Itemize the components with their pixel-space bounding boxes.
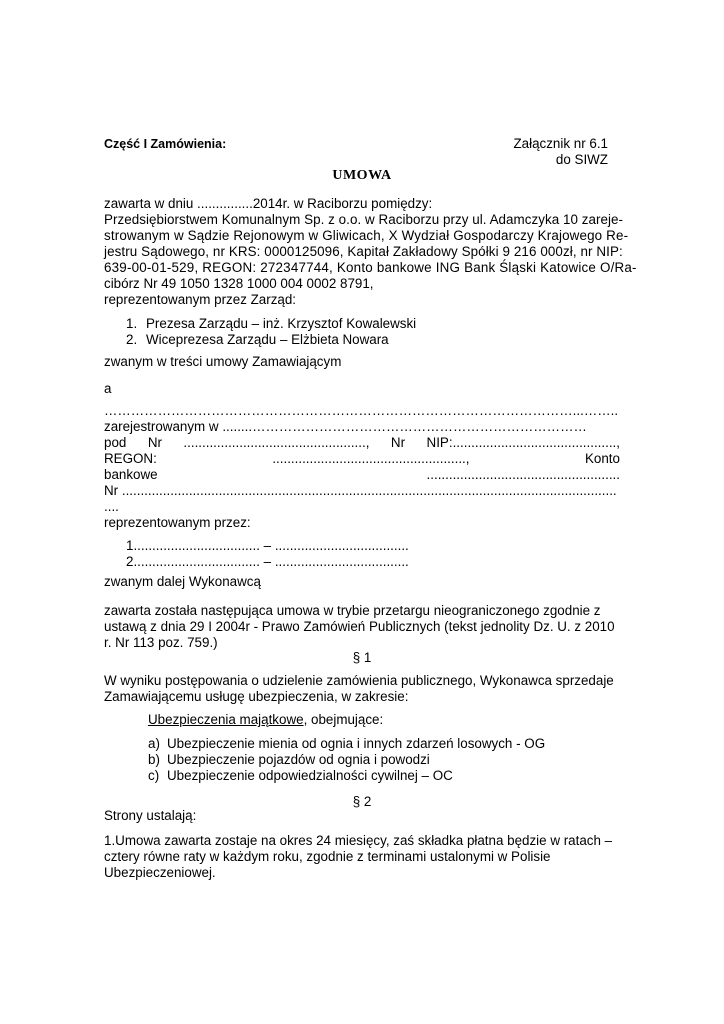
paragraph-line: zawarta została następująca umowa w trybie przetargu nieograniczonego zgodnie z <box>104 603 601 618</box>
property-insurance-heading: Ubezpieczenia majątkowe, obejmujące: <box>148 712 384 727</box>
paragraph-line: Zamawiającemu usługę ubezpieczenia, w zakresie: <box>104 689 409 704</box>
paragraph-line: ustawą z dnia 29 I 2004r - Prawo Zamówień Publicznych (tekst jednolity Dz. U. z 2010 <box>104 619 615 634</box>
and-label: a <box>104 381 112 396</box>
section-heading-1: § 1 <box>352 650 372 665</box>
account-number-continuation: .... <box>104 499 119 514</box>
section-2-paragraph <box>104 833 620 881</box>
contractor-label: zwanym dalej Wykonawcą <box>104 574 261 589</box>
list-item: 2. Wiceprezesa Zarządu – Elżbieta Nowara <box>126 332 389 347</box>
list-item: 1. Prezesa Zarządu – inż. Krzysztof Kowalewski <box>126 316 417 331</box>
represented-label: reprezentowanym przez: <box>104 515 251 530</box>
ordering-party-label: zwanym w treści umowy Zamawiającym <box>104 354 342 369</box>
intro-line: zawarta w dniu ...............2014r. w Raciborzu pomiędzy: <box>104 196 433 211</box>
list-item: 1.................................. – .................................... <box>126 538 409 553</box>
parties-agree-label: Strony ustalają: <box>104 808 197 823</box>
intro-line: 639-00-01-529, REGON: 272347744, Konto bankowe ING Bank Śląski Katowice O/Ra- <box>104 260 637 275</box>
register-number-row: pod Nr ................................................., Nr NIP:............................................, <box>104 435 620 450</box>
list-item: a) Ubezpieczenie mienia od ognia i innych zdarzeń losowych - OG <box>148 736 546 751</box>
attachment-number: Załącznik nr 6.1 <box>513 136 608 151</box>
insurance-scope-list <box>148 736 545 784</box>
part-heading: Część I Zamówienia: <box>104 137 227 151</box>
section-1-paragraph <box>104 673 620 705</box>
board-list <box>126 316 416 348</box>
attachment-reference: do SIWZ <box>555 152 608 167</box>
intro-line: strowanym w Sądzie Rejonowym w Gliwicach, X Wydział Gospodarczy Krajowego Re- <box>104 228 629 243</box>
list-item: c) Ubezpieczenie odpowiedzialności cywilnej – OC <box>148 768 453 783</box>
contractor-name-placeholder: ……………………………………………………………………………………………...…….. <box>104 403 619 418</box>
intro-line: reprezentowanym przez Zarząd: <box>104 292 297 307</box>
intro-paragraph <box>104 196 637 308</box>
account-number-line: Nr ..................................................................................................................................... <box>104 483 617 498</box>
intro-line: cibórz Nr 49 1050 1328 1000 004 0002 8791, <box>104 276 374 291</box>
paragraph-line: 1.Umowa zawarta zostaje na okres 24 miesięcy, zaś składka płatna będzie w ratach – <box>104 833 613 848</box>
concluded-paragraph <box>104 603 620 651</box>
intro-line: Przedsiębiorstwem Komunalnym Sp. z o.o. w Raciborzu przy ul. Adamczyka 10 zareje- <box>104 212 624 227</box>
paragraph-line: cztery równe raty w każdym roku, zgodnie z terminami ustalonymi w Polisie <box>104 849 551 864</box>
intro-line: jestru Sądowego, nr KRS: 0000125096, Kapitał Zakładowy Spółki 9 216 000zł, nr NIP: <box>104 244 623 259</box>
paragraph-line: r. Nr 113 poz. 759.) <box>104 635 218 650</box>
attachment-label <box>511 136 608 168</box>
registered-line: zarejestrowanym w ........………………………………………………………………… <box>104 419 587 434</box>
section-heading-2: § 2 <box>352 794 372 809</box>
list-item: 2.................................. – .................................... <box>126 554 409 569</box>
paragraph-line: Ubezpieczeniowej. <box>104 865 216 880</box>
bank-account-row: bankowe .................................................... <box>104 467 620 482</box>
document-title: UMOWA <box>332 168 392 183</box>
list-item: b) Ubezpieczenie pojazdów od ognia i powodzi <box>148 752 430 767</box>
regon-row: REGON: ...................................................., Konto <box>104 451 620 466</box>
representatives-list <box>126 538 409 570</box>
paragraph-line: W wyniku postępowania o udzielenie zamówienia publicznego, Wykonawca sprzedaje <box>104 673 614 688</box>
